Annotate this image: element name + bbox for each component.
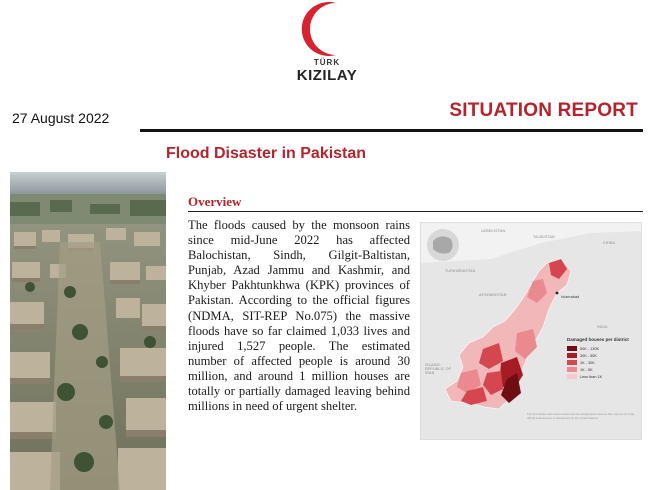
- map-legend: [567, 337, 641, 380]
- brand-line-2: KIZILAY: [296, 67, 358, 84]
- legend-swatch: [567, 374, 577, 379]
- map-label-islamabad: Islamabad: [561, 295, 580, 299]
- legend-row: [567, 366, 641, 373]
- overview-divider: [188, 211, 643, 212]
- legend-label: 1K - 5K: [580, 367, 593, 372]
- turk-kizilay-logo: [292, 0, 362, 92]
- legend-swatch: [567, 367, 577, 372]
- map-label-turkmenistan: TURKMENISTAN: [445, 269, 476, 273]
- map-label-iran: ISLAMIC REPUBLIC OF IRAN: [425, 363, 452, 375]
- legend-label: 1K - 30K: [580, 360, 595, 365]
- map-label-afghanistan: AFGHANISTAN: [479, 293, 507, 297]
- report-date: 27 August 2022: [12, 110, 110, 126]
- overview-body: The floods caused by the monsoon rains since mid-June 2022 has affected Balochistan, Sindh, Gilgit-Baltistan, Punjab, Azad Jammu and Kashmir, and Khyber Pakhtunkhwa (KPK) provinces of Pakistan. According to the official figures (NDMA, SIT-REP No.075) the massive floods have so far claimed 1,033 lives and injured 1,527 people. The estimated number of affected people is around 30 million, and around 1 million houses are totally or partially damaged leaving behind millions in need of urgent shelter.: [188, 218, 410, 414]
- flood-photo: [10, 172, 166, 490]
- legend-row: [567, 373, 641, 380]
- brand-line-1: TÜRK: [313, 58, 341, 67]
- map-disclaimer: The boundaries and names shown and the designations used on this map do not imply official endorsement or acceptance by the United Nations.: [527, 412, 635, 420]
- report-title: SITUATION REPORT: [449, 100, 638, 121]
- overview-heading: Overview: [188, 194, 242, 209]
- map-label-uzbekistan: UZBEKISTAN: [481, 229, 506, 233]
- legend-row: [567, 345, 641, 352]
- main-title: Flood Disaster in Pakistan: [166, 145, 367, 162]
- legend-label: Less than 1K: [580, 374, 603, 379]
- legend-row: [567, 359, 641, 366]
- legend-title: Damaged houses per district: [567, 337, 629, 342]
- legend-row: [567, 352, 641, 359]
- map-label-india: INDIA: [597, 325, 608, 329]
- map-label-tajikistan: TAJIKISTAN: [533, 235, 555, 239]
- legend-swatch: [567, 360, 577, 365]
- header-divider: [140, 129, 643, 132]
- legend-swatch: [567, 346, 577, 351]
- legend-label: 30K - 50K: [580, 353, 597, 358]
- damage-map: [420, 222, 642, 440]
- map-label-china: CHINA: [603, 241, 616, 245]
- legend-swatch: [567, 353, 577, 358]
- crescent-icon: [296, 0, 358, 58]
- legend-label: 50K - 130K: [580, 346, 599, 351]
